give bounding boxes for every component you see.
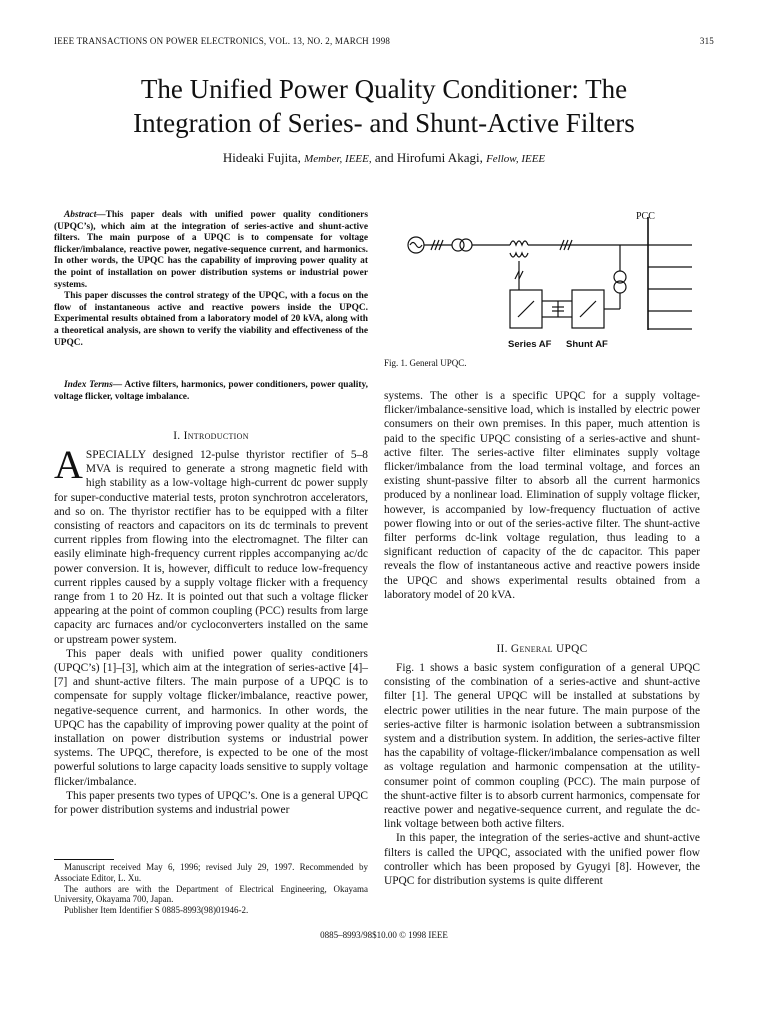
figure-1-caption: Fig. 1. General UPQC. (384, 358, 467, 368)
section-1-heading: I. Introduction (173, 430, 249, 442)
index-terms-text: Active filters, harmonics, power conditioners, power quality, voltage flicker, voltage imbalance. (54, 380, 368, 402)
section-1-paragraph-2: This paper deals with unified power quality conditioners (UPQC’s) [1]–[3], which aim at the integration of series-active [4]–[7] and shunt-active filters. The main purpose of a UPQC is to compensate for supply voltage flicker/imbalance, reactive power, negative-sequence current, and harmonics. In other words, the UPQC has the capability of improving power quality at the point of installation on power distribution systems or industrial power systems. The UPQC, therefore, is expected to be one of the most powerful solutions to large capacity loads sensitive to supply voltage flicker/imbalance. (54, 647, 368, 788)
section-1-paragraph-3: This paper presents two types of UPQC’s. One is a general UPQC for power distribution systems and industrial power (54, 789, 368, 817)
section-1-body (54, 442, 368, 817)
journal-name: IEEE TRANSACTIONS ON POWER ELECTRONICS, VOL. 13, NO. 2, MARCH 1998 (54, 36, 391, 46)
page-number: 315 (699, 36, 714, 46)
section-2-heading: II. General UPQC (496, 643, 588, 655)
index-terms (54, 380, 368, 403)
section-2-body (384, 661, 700, 888)
author-1-role: Member, IEEE, (304, 153, 372, 165)
right-column-body (384, 389, 700, 602)
title-line-2: Integration of Series- and Shunt-Active Filters (133, 108, 635, 138)
author-1: Hideaki Fujita, (222, 150, 301, 165)
series-af-label: Series AF (508, 339, 552, 350)
abstract-paragraph-1: This paper deals with unified power quality conditioners (UPQC’s), which aim at the integration of series-active and shunt-active filters. The main purpose of a UPQC is to compensate for voltage flicker/imbalance, reactive power, negative-sequence current, and harmonics. In other words, the UPQC has the capability of improving power quality at the point of installation on power distribution systems or industrial power systems. (54, 210, 368, 290)
copyright-line: 0885–8993/98$10.00 © 1998 IEEE (320, 930, 448, 940)
abstract-label: Abstract— (64, 210, 106, 220)
section-2-paragraph-2: In this paper, the integration of the series-active and shunt-active filters is called the UPQC, associated with the unified power flow controller which has been proposed by Gyugyi [8]. However, the UPQC for distribution systems is quite different (384, 832, 700, 888)
section-1-paragraph-3-continued: systems. The other is a specific UPQC for a supply voltage-flicker/imbalance-sensitive load, which is installed by electric power consumers on their own premises. In this paper, much attention is paid to the specific UPQC consisting of a series-active and shunt-active filter. The series-active filter eliminates supply voltage flicker/imbalance from the load terminal voltage, and forces an existing shunt-passive filter to absorb all the current harmonics produced by a nonlinear load. Elimination of supply voltage flicker, however, is accompanied by low-frequency fluctuation of active power flowing into or out of the series-active filter. The shunt-active filter performs dc-link voltage regulation, thus leading to a significant reduction of capacity of the dc capacitor. This paper reveals the flow of instantaneous active and reactive powers inside the UPQC and shows experimental results obtained from a laboratory model of 20 kVA. (384, 390, 700, 601)
footnote-identifier: Publisher Item Identifier S 0885-8993(98)01946-2. (64, 905, 249, 916)
author-2-role: Fellow, IEEE (486, 153, 546, 165)
author-line (30, 150, 738, 166)
author-2: Hirofumi Akagi, (396, 150, 483, 165)
drop-cap: A (54, 442, 83, 487)
title-line-1: The Unified Power Quality Conditioner: The (140, 74, 628, 104)
abstract (54, 210, 368, 349)
pcc-label: PCC (636, 211, 655, 222)
section-1-paragraph-1: SPECIALLY designed 12-pulse thyristor rectifier of 5–8 MVA is required to generate a strong magnetic field with high stability as a low-voltage high-current dc power supply for super-conductive material tests, proton synchrotron accelerators, and so on. The thyristor rectifier has to be equipped with a filter consisting of reactors and capacitors on its dc terminals to prevent current ripples from flowing into the electromagnet. The filter can easily eliminate high-frequency current ripples accompanying ac/dc power conversion. It is, however, difficult to reduce low-frequency current ripples caused by a supply voltage flicker with a frequency range from 1 to 20 Hz. It is pointed out that such a voltage flicker appearing at the point of common coupling (PCC) results from large capacity arc furnaces and/or cycloconverters installed on the same or upstream power system. (54, 449, 368, 646)
author-and: and (374, 150, 394, 165)
figure-1 (400, 205, 700, 365)
footnote-received: Manuscript received May 6, 1996; revised July 29, 1997. Recommended by Associate Editor, L. Xu. (54, 862, 368, 883)
footnote-rule (54, 859, 114, 860)
abstract-paragraph-2: This paper discusses the control strategy of the UPQC, with a focus on the flow of instantaneous active and reactive powers inside the UPQC. Experimental results obtained from a laboratory model of 20 kVA, along with a theoretical analysis, are shown to verify the viability and effectiveness of the UPQC. (54, 291, 368, 348)
footnote (54, 862, 368, 916)
shunt-af-label: Shunt AF (566, 339, 608, 350)
footnote-affiliation: The authors are with the Department of Electrical Engineering, Okayama University, Okayama 700, Japan. (54, 883, 368, 905)
section-2-paragraph-1: Fig. 1 shows a basic system configuration of a general UPQC consisting of the combination of a series-active and shunt-active filter [1]. The general UPQC will be installed at substations by electric power utilities in the near future. The main purpose of the series-active filter is harmonic isolation between a subtransmission system and a distribution system. In addition, the series-active filter has the capability of voltage-flicker/imbalance compensation as well as voltage regulation and harmonic compensation at the utility-consumer point of common coupling (PCC). The main purpose of the shunt-active filter is to absorb current harmonics, compensate for reactive power and negative-sequence current, and regulate the dc-link voltage between both active filters. (384, 662, 700, 831)
index-terms-label: Index Terms— (64, 380, 123, 390)
series-transformer-symbol (510, 241, 528, 245)
paper-title (30, 72, 738, 140)
running-header (54, 36, 714, 46)
sine-glyph (410, 243, 422, 248)
